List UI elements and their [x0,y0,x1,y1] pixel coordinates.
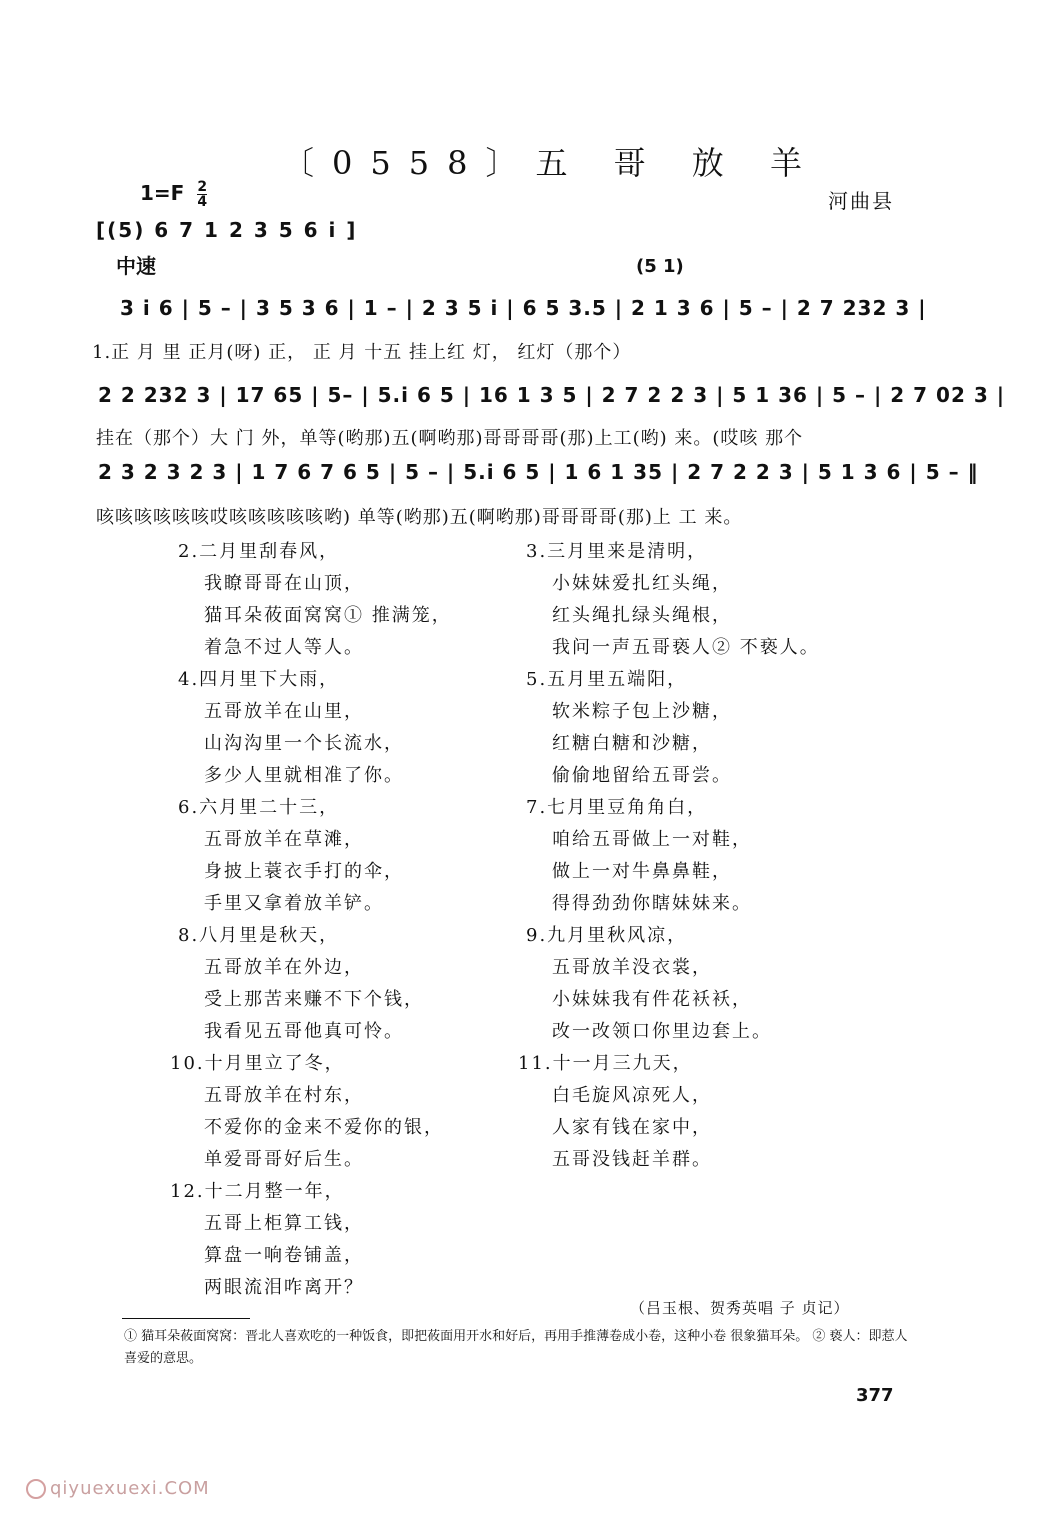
site-watermark [26,1478,210,1499]
verse-line: 得得劲劲你瞎妹妹来。 [552,893,752,914]
verse-line: 7.七月里豆角角白， [526,797,708,818]
lyrics-line-2: 挂在（那个）大 门 外，单等(哟那)五(啊哟那)哥哥哥哥(那)上工(哟) 来。(哎咳 那个 [96,428,804,449]
verse-line: 白毛旋风凉死人， [552,1085,712,1106]
verse-2 [178,536,452,664]
verse-line: 五哥没钱赶羊群。 [552,1149,712,1170]
verse-line: 受上那苦来赚不下个钱， [204,989,424,1010]
region-label: 河曲县 [828,189,894,213]
verse-line: 2.二月里刮春风， [178,541,340,562]
verse-line: 五哥放羊没衣裳， [552,957,712,978]
verse-line: 软米粽子包上沙糖， [552,701,732,722]
page-number: 377 [856,1385,894,1406]
verse-5 [526,664,732,792]
footnote: ① 猫耳朵莜面窝窝：晋北人喜欢吃的一种饭食，即把莜面用开水和好后，再用手推薄卷成小卷，这种小卷 很象猫耳朵。 ② 亵人：即惹人喜爱的意思。 [124,1329,908,1366]
watermark-text: qiyuexuexi.COM [50,1478,210,1499]
time-signature [197,180,207,209]
verse-line: 五哥放羊在山里， [204,701,364,722]
key-signature [140,180,207,209]
verse-line: 小妹妹爱扎红头绳， [552,573,732,594]
time-numerator: 2 [197,179,208,195]
lyrics-line-1: 1.正 月 里 正月(呀) 正， 正 月 十五 挂上红 灯， 红灯（那个） [92,342,632,363]
verse-line: 山沟沟里一个长流水， [204,733,404,754]
verse-line: 偷偷地留给五哥尝。 [552,765,732,786]
verse-line: 小妹妹我有件花袄袄， [552,989,752,1010]
key-label: 1=F [140,181,185,205]
verse-line: 不爱你的金来不爱你的银， [204,1117,444,1138]
time-denominator: 4 [197,194,208,210]
verse-line: 改一改领口你里边套上。 [552,1021,772,1042]
footnote-divider [122,1318,250,1319]
tempo-marking: 中速 [116,254,156,278]
watermark-logo-icon [26,1479,46,1499]
verse-line: 做上一对牛鼻鼻鞋， [552,861,732,882]
verse-line: 多少人里就相准了你。 [204,765,404,786]
verse-line: 算盘一响卷铺盖， [204,1245,364,1266]
verse-10 [170,1048,444,1176]
intro-notation: [(5) 6 7 1 2 3 5 6 i ] [96,218,358,242]
verse-line: 8.八月里是秋天， [178,925,340,946]
notation-line-3: 2 3 2 3 2 3 | 1 7 6 7 6 5 | 5 – | 5.i 6 5 | 1 6 1 35 | 2 7 2 2 3 | 5 1 3 6 | 5 – ‖ [98,460,979,484]
lyrics-line-3: 咳咳咳咳咳咳哎咳咳咳咳咳哟) 单等(哟那)五(啊哟那)哥哥哥哥(那)上 工 来。 [96,507,743,528]
verse-line: 12.十二月整一年， [170,1181,345,1202]
verse-4 [178,664,404,792]
verse-12 [170,1176,364,1304]
verse-line: 3.三月里来是清明， [526,541,708,562]
verse-line: 人家有钱在家中， [552,1117,712,1138]
verse-6 [178,792,404,920]
verse-line: 五哥放羊在草滩， [204,829,364,850]
ossia-note: (5 1) [636,256,684,277]
verse-line: 单爱哥哥好后生。 [204,1149,364,1170]
verse-9 [526,920,772,1048]
song-title: 〔0558〕五 哥 放 羊 [282,144,820,182]
notation-line-1: 3 i 6 | 5 – | 3 5 3 6 | 1 – | 2 3 5 i | 6 5 3.5 | 2 1 3 6 | 5 – | 2 7 232 3 | [120,296,927,320]
verse-line: 手里又拿着放羊铲。 [204,893,384,914]
verse-11 [518,1048,712,1176]
verse-line: 五哥放羊在村东， [204,1085,364,1106]
verse-line: 我问一声五哥亵人② 不亵人。 [552,637,820,658]
verse-line: 红头绳扎绿头绳根， [552,605,732,626]
notation-line-2: 2 2 232 3 | 17 65 | 5– | 5.i 6 5 | 16 1 3 5 | 2 7 2 2 3 | 5 1 36 | 5 – | 2 7 02 3 | [98,383,1006,407]
verse-8 [178,920,424,1048]
verse-line: 11.十一月三九天， [518,1053,693,1074]
verse-line: 10.十月里立了冬， [170,1053,345,1074]
verse-line: 着急不过人等人。 [204,637,364,658]
performer-credit: （吕玉根、贺秀英唱 子 贞记） [630,1299,850,1317]
verse-line: 两眼流泪咋离开？ [204,1277,364,1298]
verse-line: 6.六月里二十三， [178,797,340,818]
verse-line: 五哥上柜算工钱， [204,1213,364,1234]
verse-line: 猫耳朵莜面窝窝① 推满笼， [204,605,452,626]
verse-line: 咱给五哥做上一对鞋， [552,829,752,850]
verse-line: 4.四月里下大雨， [178,669,340,690]
verse-line: 9.九月里秋风凉， [526,925,688,946]
verse-7 [526,792,752,920]
verse-3 [526,536,820,664]
verse-line: 身披上蓑衣手打的伞， [204,861,404,882]
verse-line: 五哥放羊在外边， [204,957,364,978]
verse-line: 5.五月里五端阳， [526,669,688,690]
verse-line: 我看见五哥他真可怜。 [204,1021,404,1042]
verse-line: 我瞭哥哥在山顶， [204,573,364,594]
verse-line: 红糖白糖和沙糖， [552,733,712,754]
